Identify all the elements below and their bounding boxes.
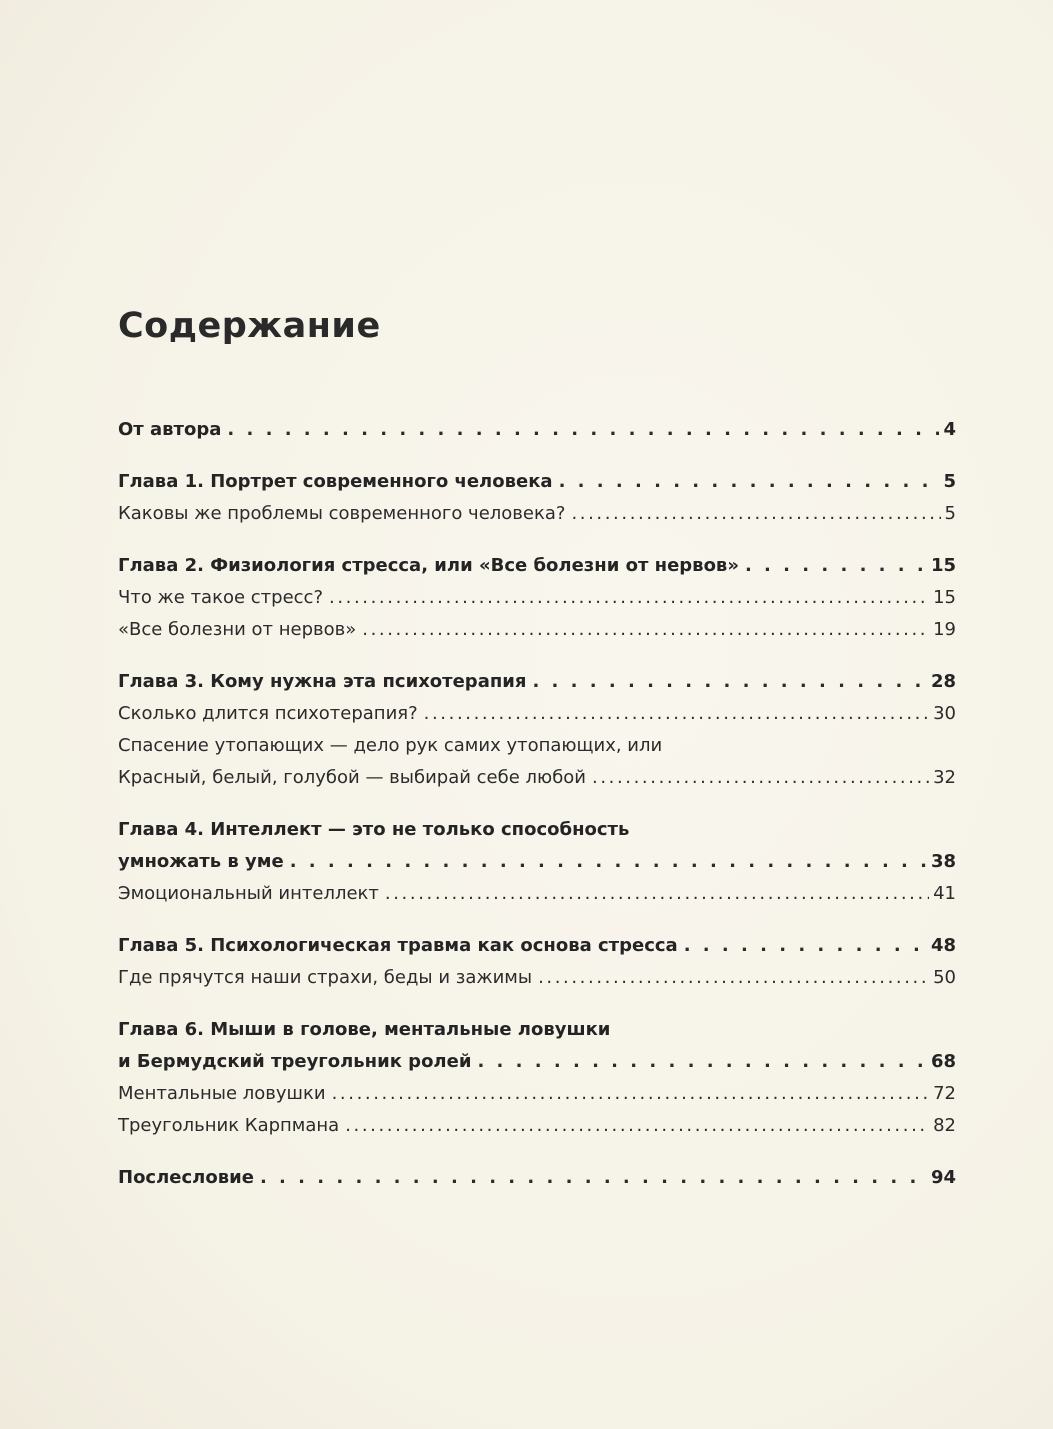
toc-group: [118, 1014, 956, 1142]
dot-leader: [260, 1162, 927, 1194]
dot-leader: [227, 414, 939, 446]
toc-chapter-entry[interactable]: [118, 846, 956, 878]
toc-entry-title: Глава 3. Кому нужна эта психотерапия: [118, 671, 527, 692]
toc-entry-title: Где прячутся наши страхи, беды и зажимы: [118, 967, 533, 988]
toc-group: [118, 550, 956, 646]
toc-group: [118, 666, 956, 794]
dot-leader: [592, 762, 929, 794]
dot-leader: [538, 962, 929, 994]
toc-entry-title-line: Глава 6. Мыши в голове, ментальные ловушки: [118, 1019, 611, 1040]
dot-leader: [345, 1110, 929, 1142]
toc-entry-title-line: Спасение утопающих — дело рук самих утопающих, или: [118, 735, 663, 756]
toc-page-number: 38: [930, 851, 956, 872]
toc-group: [118, 930, 956, 994]
toc-page-number: 15: [933, 587, 956, 608]
toc-entry-title: Красный, белый, голубой — выбирай себе любой: [118, 767, 586, 788]
dot-leader: [477, 1046, 927, 1078]
toc-page-number: 30: [933, 703, 956, 724]
toc-page-number: 41: [933, 883, 956, 904]
dot-leader: [385, 878, 929, 910]
toc-chapter-entry[interactable]: [118, 466, 956, 498]
toc-page-number: 68: [930, 1051, 956, 1072]
toc-entry-title: и Бермудский треугольник ролей: [118, 1051, 472, 1072]
toc-entry-title: Эмоциональный интеллект: [118, 883, 379, 904]
toc-entry-title-line: Глава 4. Интеллект — это не только способность: [118, 819, 630, 840]
dot-leader: [559, 466, 940, 498]
toc-section-entry[interactable]: [118, 1110, 956, 1142]
toc-section-line: [118, 730, 956, 762]
dot-leader: [329, 582, 929, 614]
dot-leader: [532, 666, 926, 698]
toc-page-number: 28: [930, 671, 956, 692]
toc-page-number: 82: [933, 1115, 956, 1136]
toc-chapter-entry[interactable]: [118, 930, 956, 962]
toc-section-entry[interactable]: [118, 962, 956, 994]
toc-entry-title: Сколько длится психотерапия?: [118, 703, 418, 724]
dot-leader: [571, 498, 940, 530]
toc-group: [118, 814, 956, 910]
toc-chapter-entry[interactable]: [118, 1046, 956, 1078]
toc-page-number: 50: [933, 967, 956, 988]
table-of-contents: [118, 414, 956, 1214]
dot-leader: [745, 550, 927, 582]
toc-entry-title: От автора: [118, 419, 222, 440]
toc-entry-title: Глава 2. Физиология стресса, или «Все болезни от нервов»: [118, 555, 739, 576]
toc-entry-title: Ментальные ловушки: [118, 1083, 326, 1104]
toc-entry-title: «Все болезни от нервов»: [118, 619, 357, 640]
toc-page-number: 32: [933, 767, 956, 788]
toc-page-number: 72: [933, 1083, 956, 1104]
dot-leader: [332, 1078, 929, 1110]
toc-entry-title: Глава 1. Портрет современного человека: [118, 471, 553, 492]
toc-section-entry[interactable]: [118, 498, 956, 530]
toc-chapter-entry[interactable]: [118, 550, 956, 582]
toc-page-number: 5: [944, 503, 956, 524]
dot-leader: [424, 698, 929, 730]
toc-section-entry[interactable]: [118, 1078, 956, 1110]
toc-entry-title: Каковы же проблемы современного человека?: [118, 503, 566, 524]
toc-page-number: 19: [933, 619, 956, 640]
toc-chapter-line: [118, 814, 956, 846]
toc-page-number: 5: [943, 471, 956, 492]
toc-section-entry[interactable]: [118, 698, 956, 730]
dot-leader: [290, 846, 927, 878]
toc-page-number: 48: [930, 935, 956, 956]
toc-section-entry[interactable]: [118, 614, 956, 646]
page-title: Содержание: [118, 306, 381, 346]
dot-leader: [684, 930, 927, 962]
dot-leader: [362, 614, 929, 646]
toc-chapter-entry[interactable]: [118, 666, 956, 698]
toc-entry-title: умножать в уме: [118, 851, 284, 872]
toc-page-number: 94: [930, 1167, 956, 1188]
toc-group: [118, 414, 956, 446]
toc-section-entry[interactable]: [118, 582, 956, 614]
toc-chapter-entry[interactable]: [118, 1162, 956, 1194]
toc-page-number: 4: [943, 419, 956, 440]
toc-group: [118, 1162, 956, 1194]
toc-entry-title: Треугольник Карпмана: [118, 1115, 340, 1136]
toc-section-entry[interactable]: [118, 878, 956, 910]
toc-group: [118, 466, 956, 530]
toc-entry-title: Глава 5. Психологическая травма как основа стресса: [118, 935, 678, 956]
toc-page-number: 15: [930, 555, 956, 576]
toc-chapter-entry[interactable]: [118, 414, 956, 446]
toc-section-entry[interactable]: [118, 762, 956, 794]
toc-chapter-line: [118, 1014, 956, 1046]
toc-entry-title: Что же такое стресс?: [118, 587, 323, 608]
toc-entry-title: Послесловие: [118, 1167, 254, 1188]
